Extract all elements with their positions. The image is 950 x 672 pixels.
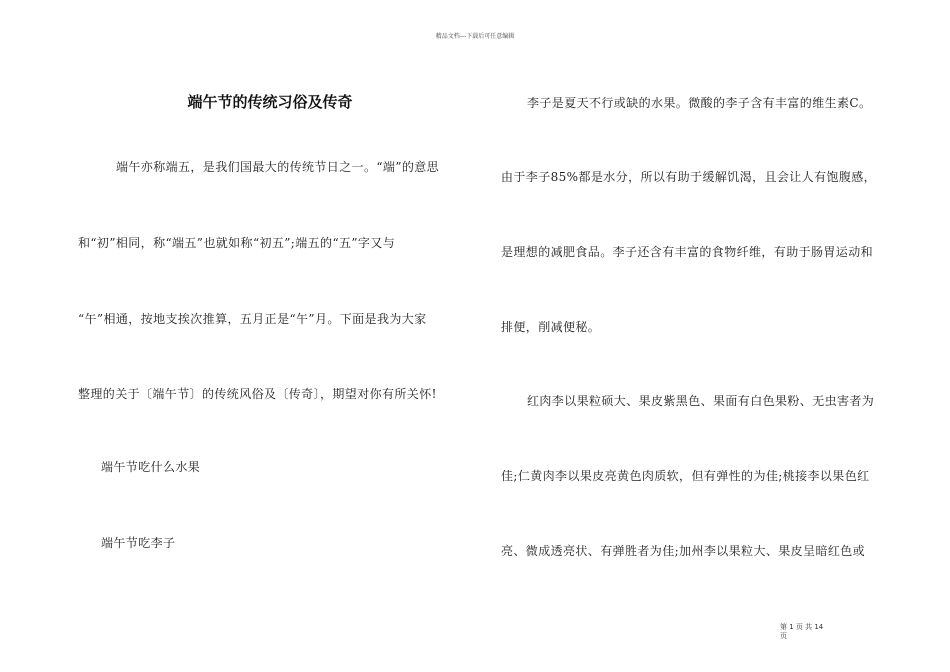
page-number-line-1: 第 1 页 共 14 (780, 623, 824, 631)
left-line-1: 端午亦称端五，是我们国最大的传统节日之一。“端”的意思 (116, 160, 440, 174)
right-line-1: 李子是夏天不行或缺的水果。微酸的李子含有丰富的维生素C。 (527, 96, 872, 110)
page-number-line-2: 页 (780, 632, 787, 640)
subheading-fruit: 端午节吃什么水果 (101, 460, 201, 474)
right-line-3: 是理想的减肥食品。李子还含有丰富的食物纤维，有助于肠胃运动和 (501, 245, 874, 259)
right-line-2: 由于李子85%都是水分，所以有助于缓解饥渴，且会让人有饱腹感， (501, 170, 877, 184)
page-header: 精品文档---下载后可任意编辑 (435, 33, 515, 40)
left-line-2: 和“初”相同，称“端五”也就如称“初五”;端五的“五”字又与 (78, 236, 396, 250)
left-line-3: “午”相通，按地支挨次推算，五月正是“午”月。下面是我为大家 (78, 312, 427, 326)
right-line-7: 亮、微成透亮状、有弹胜者为佳;加州李以果粒大、果皮呈暗红色或 (501, 544, 866, 558)
subheading-plum: 端午节吃李子 (101, 536, 176, 550)
right-line-4: 排便，削减便秘。 (501, 320, 601, 334)
right-line-6: 佳;仁黄肉李以果皮亮黄色肉质软，但有弹性的为佳;桃接李以果色红 (501, 469, 870, 483)
document-title: 端午节的传统习俗及传奇 (187, 93, 353, 111)
right-line-5: 红肉李以果粒硕大、果皮紫黑色、果面有白色果粉、无虫害者为 (527, 394, 875, 408)
page-number (780, 623, 823, 641)
left-line-4: 整理的关于〔端午节〕的传统风俗及〔传奇〕，期望对你有所关怀! (78, 387, 437, 401)
